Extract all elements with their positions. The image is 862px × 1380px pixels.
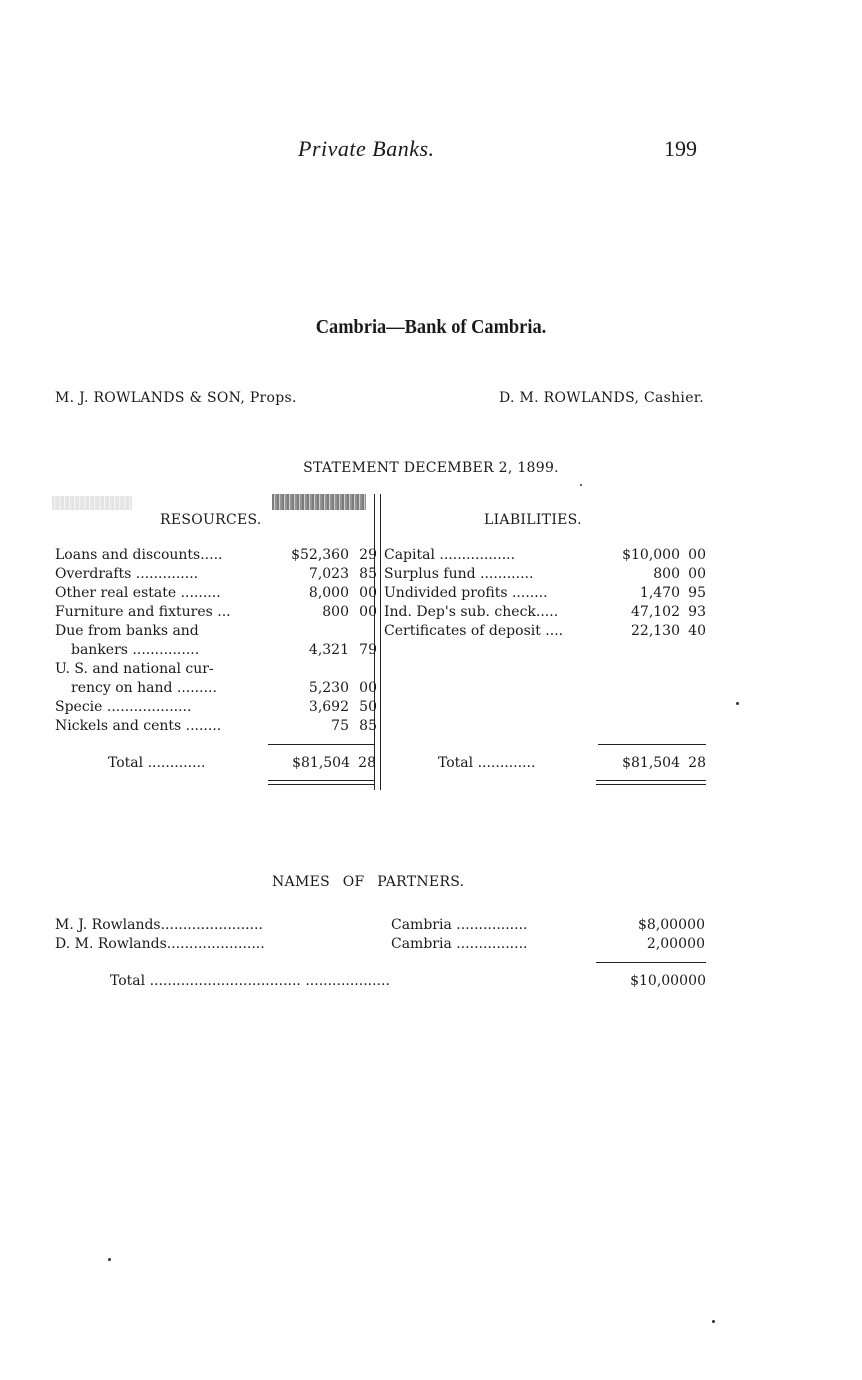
- double-rule: [596, 784, 706, 785]
- running-title: Private Banks.: [298, 136, 435, 161]
- row-cents: 00: [687, 917, 705, 933]
- page-number: 199: [664, 136, 697, 161]
- row-place: Cambria ................: [391, 936, 528, 952]
- row-cents: 85: [359, 718, 377, 734]
- row-label: Furniture and fixtures ...: [55, 604, 231, 620]
- total-cents: 28: [358, 755, 376, 771]
- total-rule: [598, 744, 706, 745]
- row-cents: 00: [359, 585, 377, 601]
- resource-row: [55, 565, 377, 584]
- resources-total-row: [108, 754, 376, 773]
- liabilities-total-row: [438, 754, 708, 773]
- total-label: Total .............: [108, 755, 206, 771]
- cashier: D. M. ROWLANDS, Cashier.: [499, 390, 704, 406]
- total-dollars: $81,504: [622, 755, 680, 771]
- row-label: rency on hand .........: [71, 680, 217, 696]
- total-label: Total .............: [438, 755, 536, 771]
- partners-heading: NAMES OF PARTNERS.: [272, 874, 465, 890]
- double-rule: [268, 780, 374, 781]
- partner-row: [55, 916, 710, 935]
- row-dollars: 4,321: [308, 642, 349, 658]
- liability-row: [384, 565, 708, 584]
- row-label: Other real estate .........: [55, 585, 221, 601]
- resource-row: [55, 641, 377, 660]
- column-divider: [380, 494, 381, 790]
- row-label: Specie ...................: [55, 699, 192, 715]
- total-dollars: $81,504: [292, 755, 350, 771]
- liability-row: [384, 603, 708, 622]
- row-label: Nickels and cents ........: [55, 718, 222, 734]
- row-dollars: 75: [331, 718, 349, 734]
- row-dollars: 7,023: [308, 566, 349, 582]
- row-dollars: 800: [653, 566, 680, 582]
- row-cents: 93: [688, 604, 706, 620]
- partners-total-row: [110, 972, 710, 991]
- row-cents: 79: [359, 642, 377, 658]
- total-cents: 28: [688, 755, 706, 771]
- liability-row: [384, 584, 708, 603]
- row-dollars: $52,360: [291, 547, 349, 563]
- proprietors: M. J. ROWLANDS & SON, Props.: [55, 390, 297, 406]
- row-cents: 85: [359, 566, 377, 582]
- resource-row: [55, 546, 377, 565]
- liability-row: [384, 546, 708, 565]
- resource-row: [55, 622, 377, 641]
- statement-title: STATEMENT DECEMBER 2, 1899.: [303, 460, 559, 476]
- row-dollars: 5,230: [308, 680, 349, 696]
- row-dollars: 800: [322, 604, 349, 620]
- row-cents: 50: [359, 699, 377, 715]
- row-cents: 29: [359, 547, 377, 563]
- row-label: U. S. and national cur-: [55, 661, 214, 677]
- total-label: Total .................................. ...................: [110, 973, 390, 989]
- row-dollars: $10,000: [622, 547, 680, 563]
- print-speck: [736, 702, 739, 705]
- row-label: D. M. Rowlands......................: [55, 936, 265, 952]
- row-dollars: 2,000: [646, 936, 687, 952]
- bank-title: Cambria—Bank of Cambria.: [315, 316, 547, 338]
- row-cents: 40: [688, 623, 706, 639]
- row-label: Overdrafts ..............: [55, 566, 199, 582]
- row-dollars: 47,102: [631, 604, 680, 620]
- print-speck: [580, 484, 582, 486]
- resource-row: [55, 660, 377, 679]
- print-speck: [712, 1320, 715, 1323]
- row-cents: 00: [688, 547, 706, 563]
- resource-row: [55, 603, 377, 622]
- row-dollars: 1,470: [639, 585, 680, 601]
- resource-row: [55, 698, 377, 717]
- row-label: bankers ...............: [71, 642, 200, 658]
- row-dollars: 22,130: [631, 623, 680, 639]
- row-place: Cambria ................: [391, 917, 528, 933]
- row-cents: 95: [688, 585, 706, 601]
- row-label: Capital .................: [384, 547, 516, 563]
- row-dollars: $8,000: [638, 917, 687, 933]
- total-dollars: $10,000: [630, 973, 688, 989]
- total-rule: [596, 962, 706, 963]
- print-speck: [108, 1258, 111, 1261]
- total-rule: [268, 744, 374, 745]
- row-cents: 00: [688, 566, 706, 582]
- resource-row: [55, 679, 377, 698]
- print-smudge: [272, 494, 366, 510]
- row-label: M. J. Rowlands.......................: [55, 917, 263, 933]
- resource-row: [55, 584, 377, 603]
- row-dollars: 3,692: [308, 699, 349, 715]
- total-cents: 00: [688, 973, 706, 989]
- row-cents: 00: [687, 936, 705, 952]
- double-rule: [596, 780, 706, 781]
- row-label: Loans and discounts.....: [55, 547, 223, 563]
- row-label: Undivided profits ........: [384, 585, 548, 601]
- row-label: Surplus fund ............: [384, 566, 534, 582]
- row-dollars: 8,000: [308, 585, 349, 601]
- row-cents: 00: [359, 604, 377, 620]
- row-label: Certificates of deposit ....: [384, 623, 564, 639]
- double-rule: [268, 784, 374, 785]
- partner-row: [55, 935, 710, 954]
- row-cents: 00: [359, 680, 377, 696]
- resource-row: [55, 717, 377, 736]
- liabilities-heading: LIABILITIES.: [484, 512, 582, 528]
- liability-row: [384, 622, 708, 641]
- row-label: Due from banks and: [55, 623, 199, 639]
- row-label: Ind. Dep's sub. check.....: [384, 604, 559, 620]
- print-smudge: [52, 496, 132, 510]
- resources-heading: RESOURCES.: [160, 512, 262, 528]
